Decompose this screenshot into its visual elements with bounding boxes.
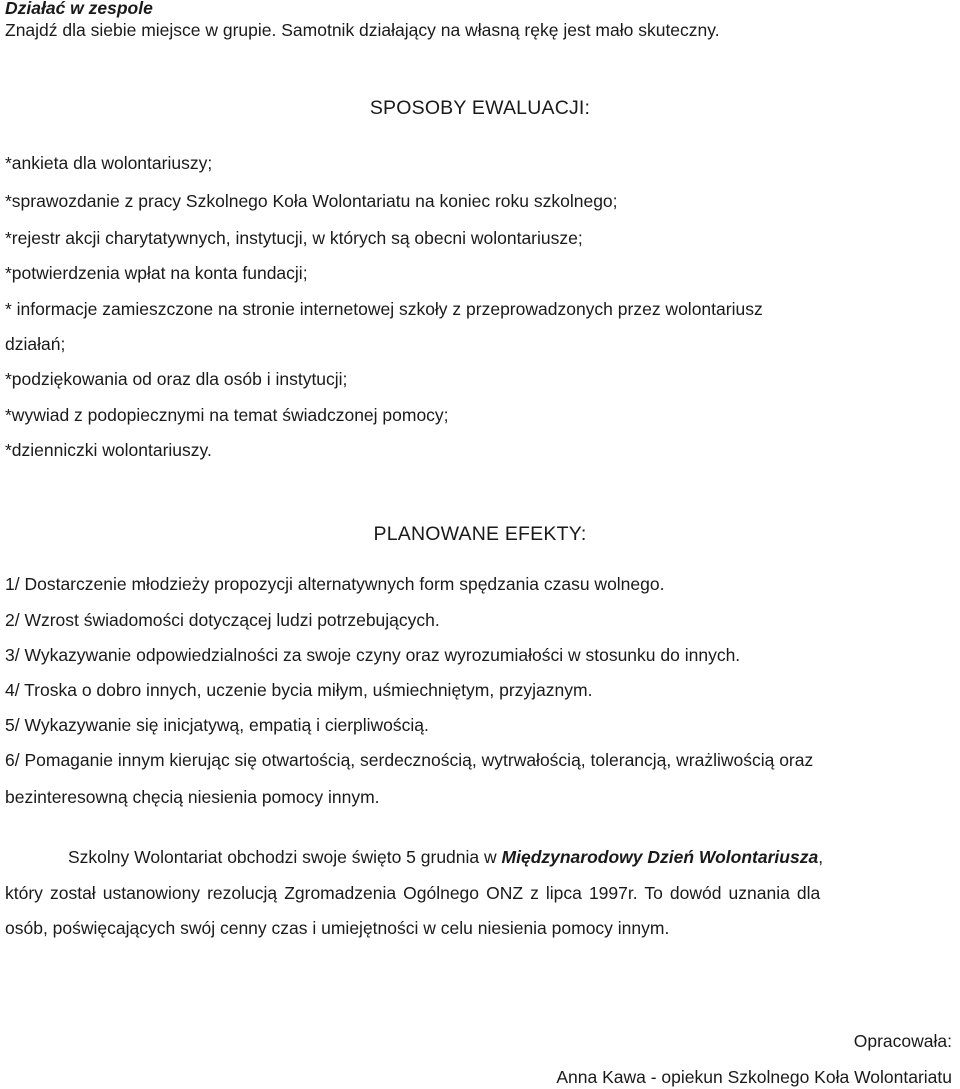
list-item: *potwierdzenia wpłat na konta fundacji; (5, 263, 308, 283)
list-item: 4/ Troska o dobro innych, uczenie bycia miłym, uśmiechniętym, przyjaznym. (5, 680, 593, 700)
list-item: *dzienniczki wolontariuszy. (5, 440, 212, 460)
list-item: * informacje zamieszczone na stronie internetowej szkoły z przeprowadzonych przez wolontariusz (5, 299, 763, 319)
list-item: *wywiad z podopiecznymi na temat świadczonej pomocy; (5, 405, 449, 425)
closing-emphasis: Międzynarodowy Dzień Wolontariusza (501, 847, 819, 867)
list-item: 2/ Wzrost świadomości dotyczącej ludzi potrzebujących. (5, 610, 440, 630)
list-item: 5/ Wykazywanie się inicjatywą, empatią i cierpliwością. (5, 715, 429, 735)
list-item: 1/ Dostarczenie młodzieży propozycji alternatywnych form spędzania czasu wolnego. (5, 574, 665, 594)
list-item: 6/ Pomaganie innym kierując się otwartością, serdecznością, wytrwałością, tolerancją, wrażliwością oraz (5, 750, 814, 770)
list-item: działań; (5, 334, 66, 354)
list-item: *ankieta dla wolontariuszy; (5, 153, 213, 173)
effects-heading: PLANOWANE EFEKTY: (373, 523, 587, 545)
list-item: *sprawozdanie z pracy Szkolnego Koła Wolontariatu na koniec roku szkolnego; (5, 191, 618, 211)
closing-punct: , (818, 847, 824, 867)
intro-text: Znajdź dla siebie miejsce w grupie. Samotnik działający na własną rękę jest mało skuteczny. (5, 20, 720, 40)
closing-line-2: który został ustanowiony rezolucją Zgromadzenia Ogólnego ONZ z lipca 1997r. To dowód uznania dla (5, 883, 821, 903)
intro-title: Działać w zespole (5, 0, 153, 18)
evaluation-heading: SPOSOBY EWALUACJI: (369, 97, 591, 119)
list-item: 3/ Wykazywanie odpowiedzialności za swoje czyny oraz wyrozumiałości w stosunku do innych. (5, 645, 741, 665)
closing-text: Szkolny Wolontariat obchodzi swoje święto 5 grudnia w (68, 847, 502, 867)
closing-line-3: osób, poświęcających swój cenny czas i umiejętności w celu niesienia pomocy innym. (5, 918, 670, 938)
closing-line-1 (68, 846, 823, 868)
list-item: *rejestr akcji charytatywnych, instytucji, w których są obecni wolontariusze; (5, 228, 583, 248)
signature-author: Anna Kawa - opiekun Szkolnego Koła Wolontariatu (556, 1067, 952, 1087)
list-item: bezinteresowną chęcią niesienia pomocy innym. (5, 787, 380, 807)
list-item: *podziękowania od oraz dla osób i instytucji; (5, 369, 348, 389)
signature-label: Opracowała: (853, 1031, 952, 1051)
